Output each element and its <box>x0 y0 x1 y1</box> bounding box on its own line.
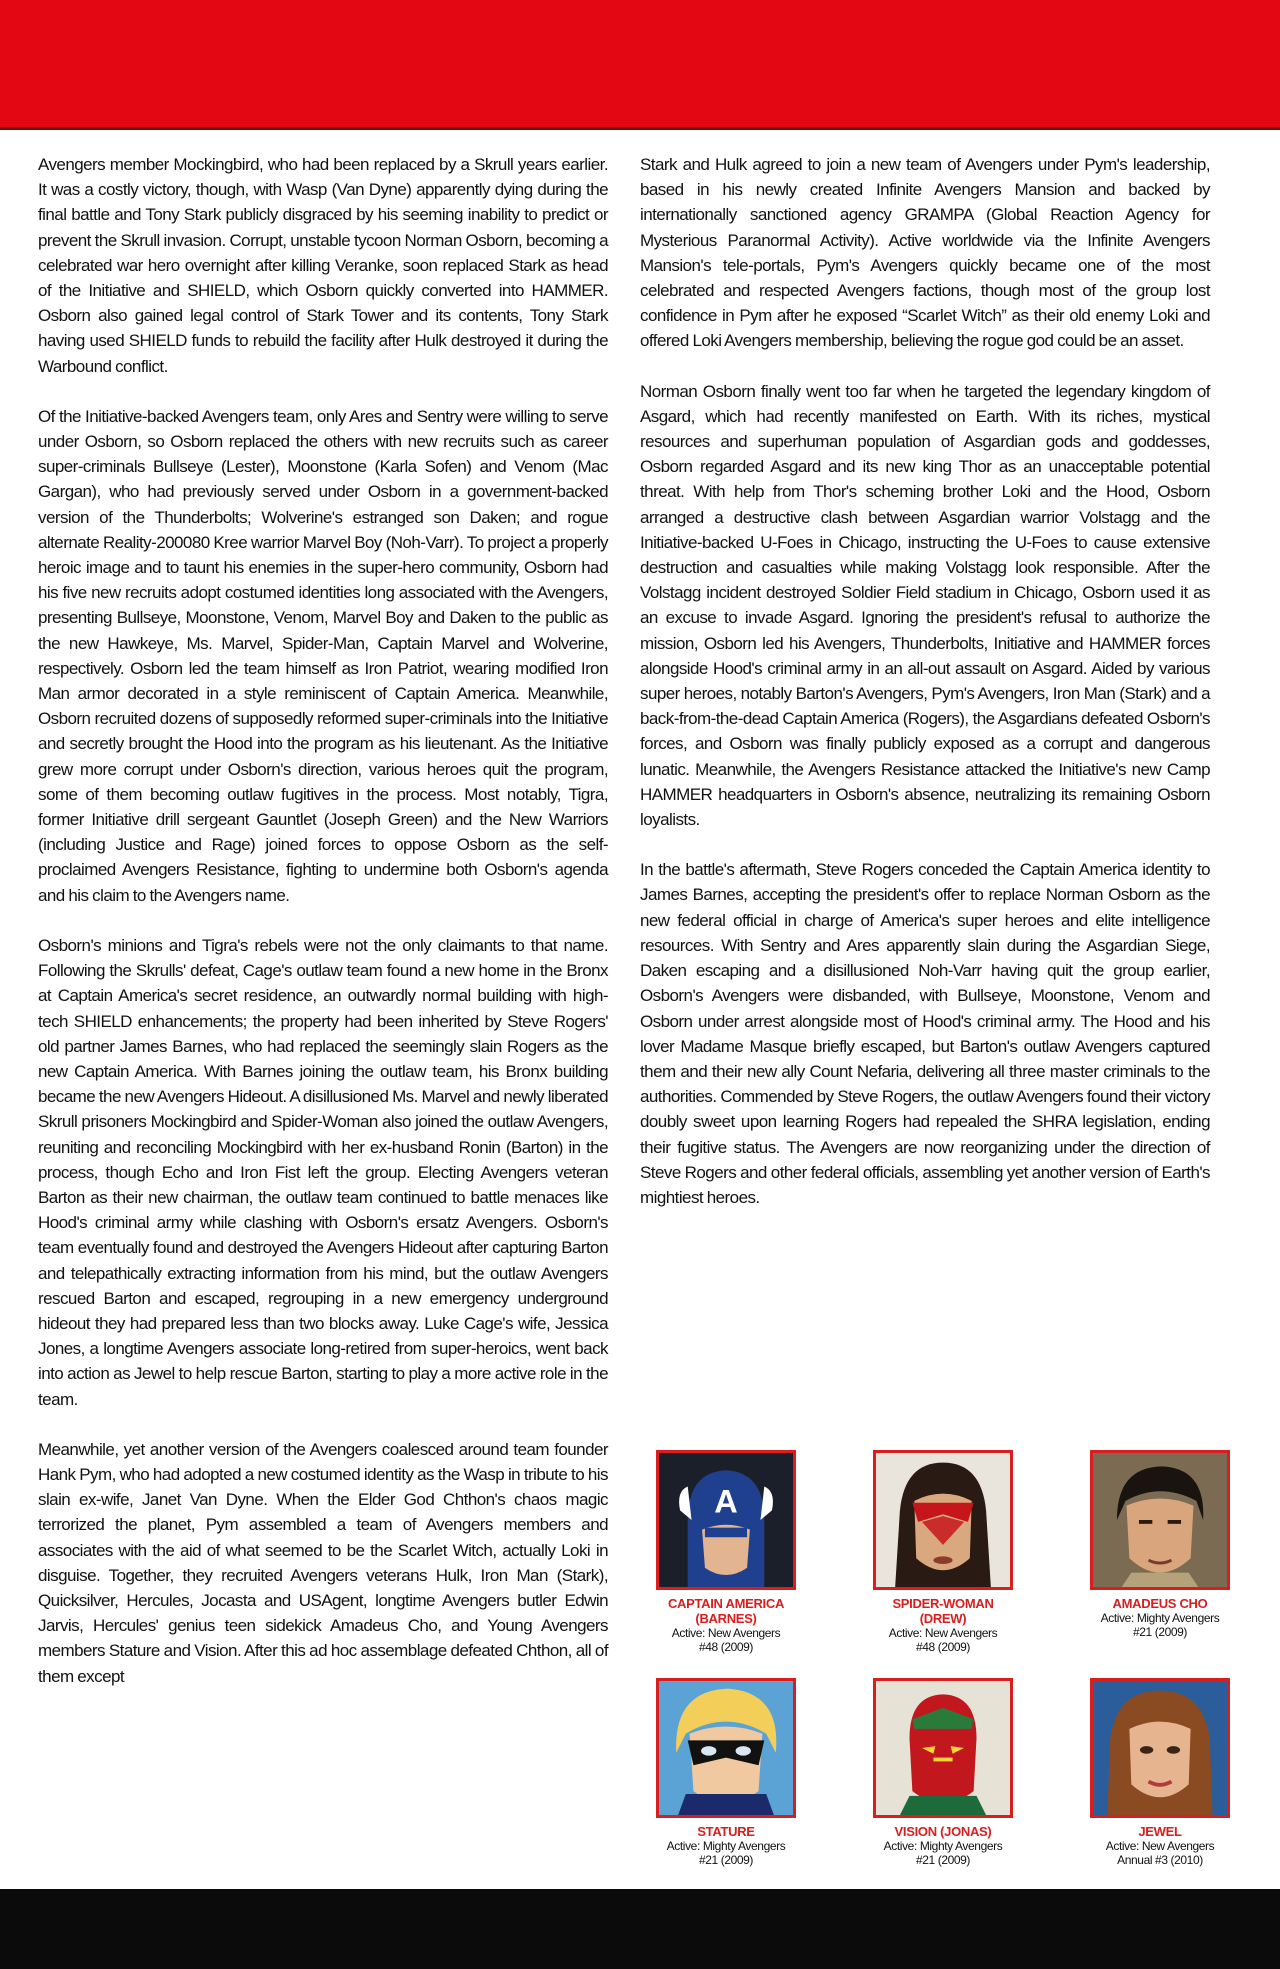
profile-amadeus-cho <box>1070 1450 1250 1639</box>
left-column <box>38 152 608 1714</box>
profile-active: Active: Mighty Avengers #21 (2009) <box>1100 1611 1220 1639</box>
vision-portrait <box>873 1678 1013 1818</box>
footer-bar <box>0 1889 1280 1969</box>
profile-vision <box>853 1678 1033 1867</box>
right-column <box>640 152 1210 1235</box>
spider-woman-portrait <box>873 1450 1013 1590</box>
captain-america-portrait <box>656 1450 796 1590</box>
paragraph: Norman Osborn finally went too far when he targeted the legendary kingdom of Asgard, which had recently manifested on Earth. With its riches, mystical resources and superhuman population of Asgardian gods and goddesses, Osborn regarded Asgard and its new king Thor as an unacceptable potential threat. With help from Thor's scheming brother Loki and the Hood, Osborn arranged a destructive clash between Asgardian warrior Volstagg and the Initiative-backed U-Foes in Chicago, instructing the U-Foes to cause extensive destruction and casualties while making Volstagg look responsible. After the Volstagg incident destroyed Soldier Field stadium in Chicago, Osborn used it as an excuse to invade Asgard. Ignoring the president's refusal to authorize the mission, Osborn led his Avengers, Thunderbolts, Initiative and HAMMER forces alongside Hood's criminal army in an all-out assault on Asgard. Aided by various super heroes, notably Barton's Avengers, Pym's Avengers, Iron Man (Stark) and a back-from-the-dead Captain America (Rogers), the Asgardians defeated Osborn's forces, and Osborn was finally publicly exposed as a corrupt and dangerous lunatic. Meanwhile, the Avengers Resistance attacked the Initiative's new Camp HAMMER headquarters in Osborn's absence, neutralizing its remaining Osborn loyalists. <box>640 381 1210 830</box>
profile-name: JEWEL <box>1138 1824 1182 1839</box>
profile-name: STATURE <box>697 1824 755 1839</box>
paragraph: In the battle's aftermath, Steve Rogers conceded the Captain America identity to James Barnes, accepting the president's offer to replace Norman Osborn as the new federal official in charge of America's super heroes and elite intelligence resources. With Sentry and Ares apparently slain during the Asgardian Siege, Daken escaping and a disillusioned Noh-Varr having quit the group earlier, Osborn's Avengers were disbanded, with Bullseye, Moonstone, Venom and Osborn under arrest alongside most of Hood's criminal army. The Hood and his lover Madame Masque briefly escaped, but Barton's outlaw Avengers captured them and their new ally Count Nefaria, delivering all three master criminals to the authorities. Commended by Steve Rogers, the outlaw Avengers found their victory doubly sweet upon learning Rogers had repealed the SHRA legislation, ending their fugitive status. The Avengers are now reorganizing under the direction of Steve Rogers and other federal officials, assembling yet another version of Earth's mightiest heroes. <box>640 860 1210 1207</box>
profile-name: AMADEUS CHO <box>1112 1596 1208 1611</box>
profile-name: CAPTAIN AMERICA (BARNES) <box>667 1596 785 1626</box>
profile-name: SPIDER-WOMAN (DREW) <box>892 1596 994 1626</box>
jewel-portrait <box>1090 1678 1230 1818</box>
profile-active: Active: New Avengers #48 (2009) <box>671 1626 781 1654</box>
profile-name: VISION (JONAS) <box>894 1824 992 1839</box>
paragraph: Osborn's minions and Tigra's rebels were not the only claimants to that name. Following the Skrulls' defeat, Cage's outlaw team found a new home in the Bronx at Captain America's secret residence, an outwardly normal building with high-tech SHIELD enhancements; the property had been inherited by Steve Rogers' old partner James Barnes, who had replaced the seemingly slain Rogers as the new Captain America. With Barnes joining the outlaw team, his Bronx building became the new Avengers Hideout. A disillusioned Ms. Marvel and newly liberated Skrull prisoners Mockingbird and Spider-Woman also joined the outlaw Avengers, reuniting and reconciling Mockingbird with her ex-husband Ronin (Barton) in the process, though Echo and Iron Fist left the group. Electing Avengers veteran Barton as their new chairman, the outlaw team continued to battle menaces like Hood's criminal army while clashing with Osborn's ersatz Avengers. Osborn's team eventually found and destroyed the Avengers Hideout after capturing Barton and telepathically extracting information from his mind, but the outlaw Avengers rescued Barton and escaped, regrouping in a new emergency underground hideout they had prepared less than two blocks away. Luke Cage's wife, Jessica Jones, a longtime Avengers associate long-retired from super-heroics, went back into action as Jewel to help rescue Barton, starting to play a more active role in the team. <box>38 935 608 1409</box>
profile-active: Active: New Avengers Annual #3 (2010) <box>1105 1839 1215 1867</box>
profile-jewel <box>1070 1678 1250 1867</box>
paragraph: Stark and Hulk agreed to join a new team of Avengers under Pym's leadership, based in his newly created Infinite Avengers Mansion and backed by internationally sanctioned agency GRAMPA (Global Reaction Agency for Mysterious Paranormal Activity). Active worldwide via the Infinite Avengers Mansion's tele-portals, Pym's Avengers quickly became one of the most celebrated and respected Avengers factions, though most of the group lost confidence in Pym after he exposed “Scarlet Witch” as their old enemy Loki and offered Loki Avengers membership, believing the rogue god could be an asset. <box>640 155 1210 351</box>
paragraph: Avengers member Mockingbird, who had been replaced by a Skrull years earlier. It was a costly victory, though, with Wasp (Van Dyne) apparently dying during the final battle and Tony Stark publicly disgraced by his seeming inability to predict or prevent the Skrull invasion. Corrupt, unstable tycoon Norman Osborn, becoming a celebrated war hero overnight after killing Veranke, soon replaced Stark as head of the Initiative and SHIELD, which Osborn quickly converted into HAMMER. Osborn also gained legal control of Stark Tower and its contents, Tony Stark having used SHIELD funds to rebuild the facility after Hulk destroyed it during the Warbound conflict. <box>38 155 608 376</box>
paragraph: Of the Initiative-backed Avengers team, only Ares and Sentry were willing to serve under Osborn, so Osborn replaced the others with new recruits such as career super-criminals Bullseye (Lester), Moonstone (Karla Sofen) and Venom (Mac Gargan), who had previously served under Osborn in a government-backed version of the Thunderbolts; Wolverine's estranged son Daken; and rogue alternate Reality-200080 Kree warrior Marvel Boy (Noh-Varr). To project a properly heroic image and to taunt his enemies in the super-hero community, Osborn had his five new recruits adopt costumed identities long associated with the Avengers, presenting Bullseye, Moonstone, Venom, Marvel Boy and Daken to the public as the new Hawkeye, Ms. Marvel, Spider-Man, Captain Marvel and Wolverine, respectively. Osborn led the team himself as Iron Patriot, wearing modified Iron Man armor decorated in a style reminiscent of Captain America. Meanwhile, Osborn recruited dozens of supposedly reformed super-criminals into the Initiative and secretly brought the Hood into the program as his lieutenant. As the Initiative grew more corrupt under Osborn's direction, various heroes quit the program, some of them becoming outlaw fugitives in the process. Most notably, Tigra, former Initiative drill sergeant Gauntlet (Joseph Green) and the New Warriors (including Justice and Rage) joined forces to oppose Osborn as the self-proclaimed Avengers Resistance, fighting to undermine both Osborn's agenda and his claim to the Avengers name. <box>38 406 608 905</box>
paragraph: Meanwhile, yet another version of the Avengers coalesced around team founder Hank Pym, who had adopted a new costumed identity as the Wasp in tribute to his slain ex-wife, Janet Van Dyne. When the Elder God Chthon's chaos magic terrorized the planet, Pym assembled a team of Avengers members and associates with the aid of what seemed to be the Scarlet Witch, actually Loki in disguise. Together, they recruited Avengers veterans Hulk, Iron Man (Stark), Quicksilver, Hercules, Jocasta and USAgent, longtime Avengers butler Edwin Jarvis, Hercules' genius teen sidekick Amadeus Cho, and Young Avengers members Stature and Vision. After this ad hoc assemblage defeated Chthon, all of them except <box>38 1439 608 1686</box>
header-bar <box>0 0 1280 130</box>
stature-portrait <box>656 1678 796 1818</box>
amadeus-cho-portrait <box>1090 1450 1230 1590</box>
profile-active: Active: Mighty Avengers #21 (2009) <box>666 1839 786 1867</box>
profile-captain-america <box>636 1450 816 1654</box>
svg-text:A: A <box>714 1483 738 1520</box>
profile-active: Active: Mighty Avengers #21 (2009) <box>883 1839 1003 1867</box>
profile-active: Active: New Avengers #48 (2009) <box>888 1626 998 1654</box>
profile-spider-woman <box>853 1450 1033 1654</box>
profile-stature <box>636 1678 816 1867</box>
